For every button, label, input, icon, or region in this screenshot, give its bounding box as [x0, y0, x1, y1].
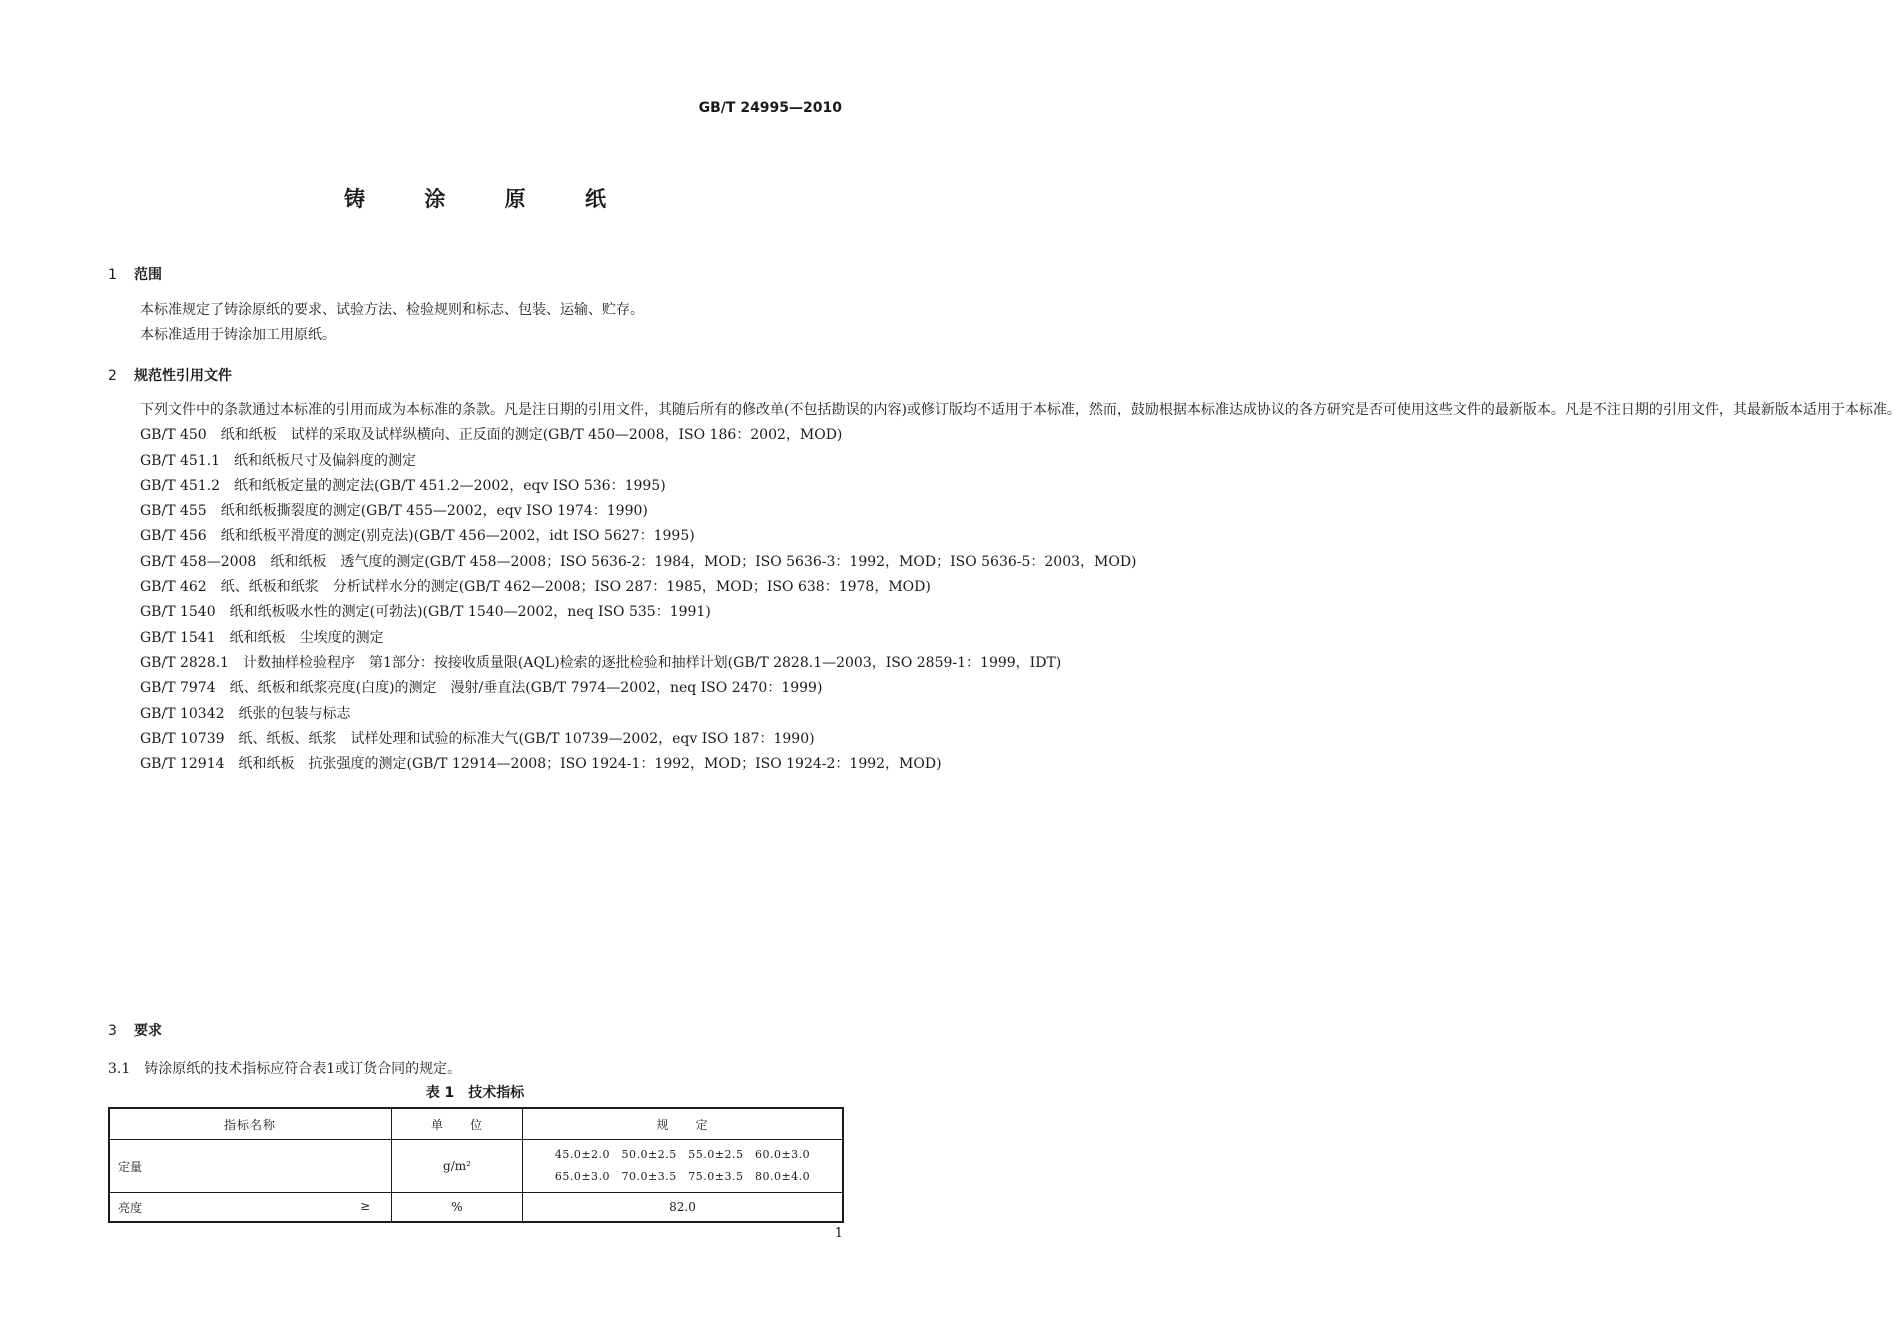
comparison-symbol: ≥	[359, 1198, 370, 1213]
reference-item: GB/T 458—2008 纸和纸板 透气度的测定(GB/T 458—2008；ISO 5636-2：1984，MOD；ISO 5636-3：1992，MOD；ISO 5636-5：2003，MOD)	[140, 553, 1137, 570]
column-header: 规 定	[523, 1108, 844, 1140]
table-row	[109, 1140, 843, 1193]
reference-item: GB/T 451.1 纸和纸板尺寸及偏斜度的测定	[140, 452, 417, 469]
section-title: 规范性引用文件	[134, 368, 232, 384]
page-number: 1	[834, 1226, 843, 1241]
reference-item: GB/T 456 纸和纸板平滑度的测定(别克法)(GB/T 456—2002，idt ISO 5627：1995)	[140, 528, 695, 545]
reference-item: GB/T 450 纸和纸板 试样的采取及试样纵横向、正反面的测定(GB/T 450—2008，ISO 186：2002，MOD)	[140, 427, 843, 444]
reference-item: GB/T 1541 纸和纸板 尘埃度的测定	[140, 629, 384, 646]
section-title: 要求	[134, 1023, 162, 1039]
standard-code: GB/T 24995—2010	[698, 100, 842, 116]
reference-item: GB/T 462 纸、纸板和纸浆 分析试样水分的测定(GB/T 462—2008；ISO 287：1985，MOD；ISO 638：1978，MOD)	[140, 579, 931, 596]
reference-item: GB/T 10739 纸、纸板、纸浆 试样处理和试验的标准大气(GB/T 10739—2002，eqv ISO 187：1990)	[140, 730, 815, 747]
section-1-body	[108, 298, 843, 349]
row-name: 定量	[109, 1140, 392, 1193]
row-name	[109, 1193, 392, 1223]
reference-item: GB/T 451.2 纸和纸板定量的测定法(GB/T 451.2—2002，eqv ISO 536：1995)	[140, 477, 666, 494]
document-title: 铸 涂 原 纸	[344, 187, 632, 211]
spec-line: 45.0±2.0 50.0±2.5 55.0±2.5 60.0±3.0	[554, 1148, 811, 1161]
reference-item: GB/T 10342 纸张的包装与标志	[140, 705, 351, 722]
paragraph: 本标准规定了铸涂原纸的要求、试验方法、检验规则和标志、包装、运输、贮存。	[140, 302, 644, 318]
section-1-heading	[108, 264, 162, 284]
paragraph: 下列文件中的条款通过本标准的引用而成为本标准的条款。凡是注日期的引用文件，其随后所有的修改单(不包括勘误的内容)或修订版均不适用于本标准，然而，鼓励根据本标准达成协议的各方研究是否可使用这些文件的最新版本。凡是不注日期的引用文件，其最新版本适用于本标准。	[140, 402, 1901, 418]
reference-item: GB/T 7974 纸、纸板和纸浆亮度(白度)的测定 漫射/垂直法(GB/T 7974—2002，neq ISO 2470：1999)	[140, 680, 823, 697]
technical-spec-table	[108, 1107, 844, 1223]
section-2-heading	[108, 365, 232, 385]
reference-item: GB/T 455 纸和纸板撕裂度的测定(GB/T 455—2002，eqv ISO 1974：1990)	[140, 503, 648, 520]
section-number: 2	[108, 368, 117, 384]
section-number: 1	[108, 267, 117, 283]
row-name-text: 亮度	[118, 1200, 143, 1215]
column-header: 指标名称	[109, 1108, 392, 1140]
section-3-heading	[108, 1020, 162, 1040]
reference-item: GB/T 2828.1 计数抽样检验程序 第1部分：按接收质量限(AQL)检索的逐批检验和抽样计划(GB/T 2828.1—2003，ISO 2859-1：1999，IDT)	[140, 654, 1062, 671]
spec-line: 65.0±3.0 70.0±3.5 75.0±3.5 80.0±4.0	[554, 1170, 811, 1183]
row-unit: %	[392, 1193, 523, 1223]
row-spec: 82.0	[523, 1193, 844, 1223]
table-caption: 表 1 技术指标	[425, 1085, 525, 1101]
section-title: 范围	[134, 267, 162, 283]
reference-item: GB/T 12914 纸和纸板 抗张强度的测定(GB/T 12914—2008；ISO 1924-1：1992，MOD；ISO 1924-2：1992，MOD)	[140, 756, 942, 773]
clause-3-1: 3.1 铸涂原纸的技术指标应符合表1或订货合同的规定。	[108, 1061, 462, 1077]
paragraph: 本标准适用于铸涂加工用原纸。	[140, 327, 336, 344]
row-spec	[523, 1140, 844, 1193]
section-number: 3	[108, 1023, 117, 1039]
reference-item: GB/T 1540 纸和纸板吸水性的测定(可勃法)(GB/T 1540—2002，neq ISO 535：1991)	[140, 604, 711, 621]
section-2-body	[108, 398, 1901, 777]
row-unit: g/m²	[392, 1140, 523, 1193]
table-row	[109, 1193, 843, 1223]
table-header-row	[109, 1108, 843, 1140]
column-header: 单 位	[392, 1108, 523, 1140]
